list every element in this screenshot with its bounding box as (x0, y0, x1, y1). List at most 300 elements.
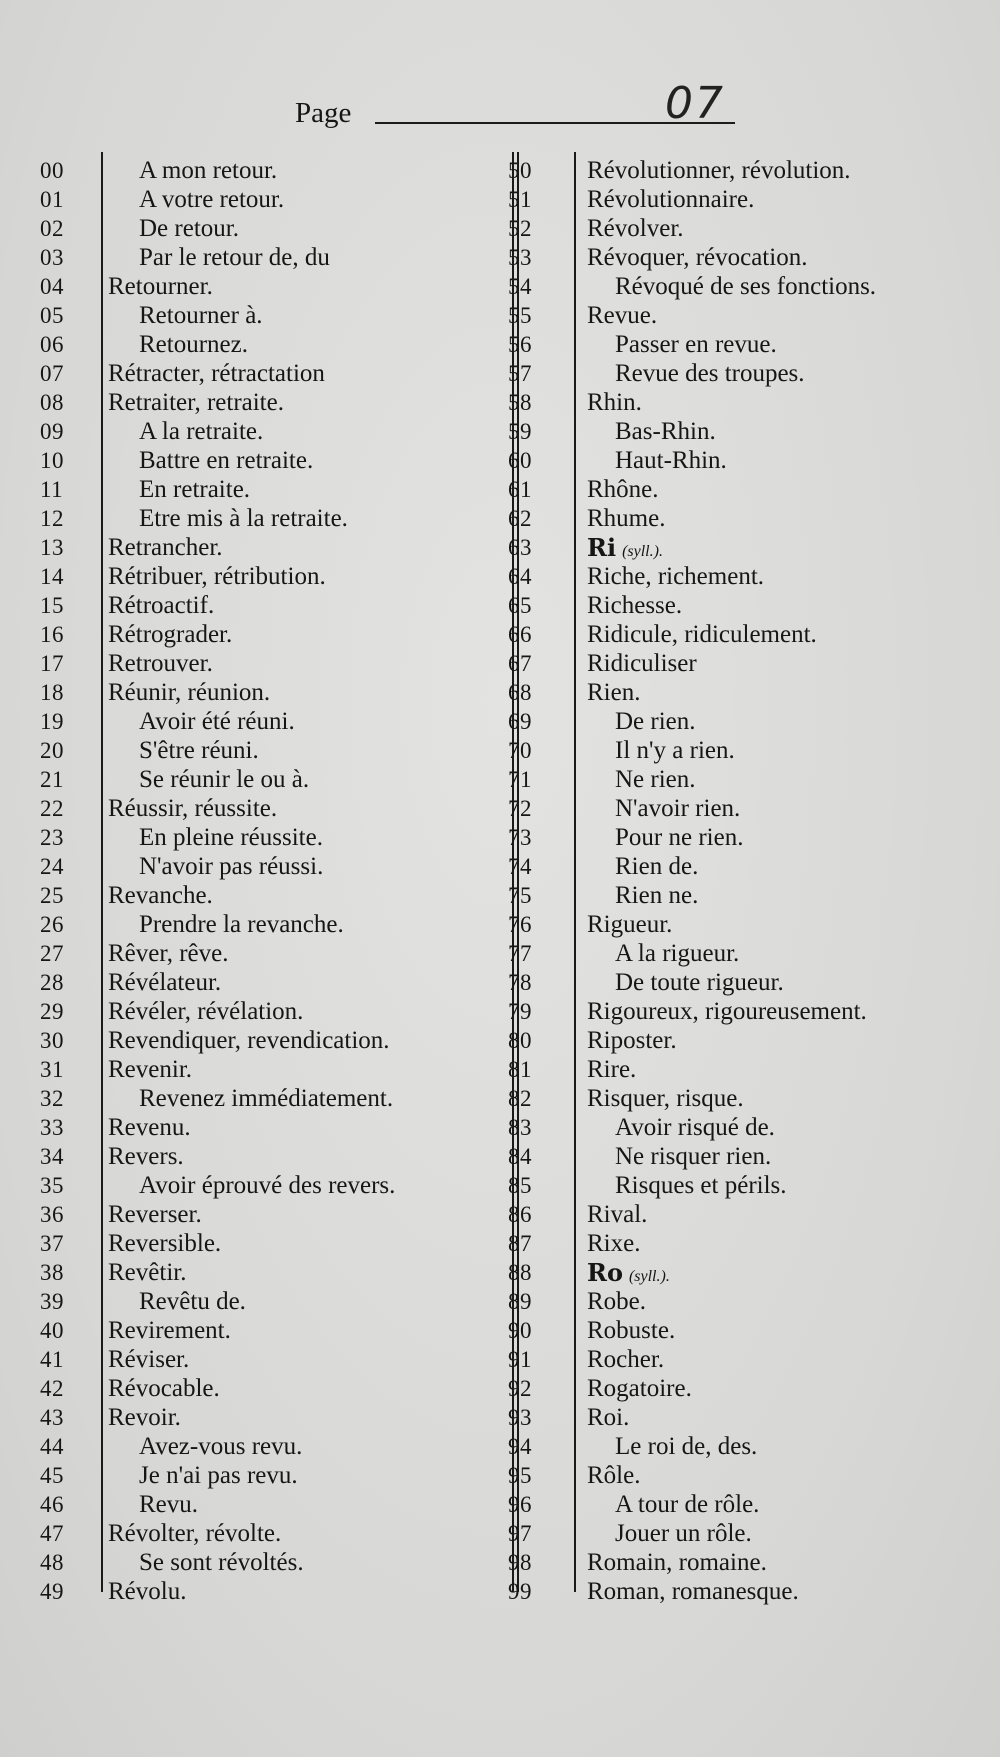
code-number: 08 (40, 390, 64, 415)
code-number: 39 (40, 1289, 64, 1314)
code-phrase (108, 1519, 281, 1548)
code-phrase (108, 1316, 231, 1345)
code-phrase (615, 1142, 771, 1171)
phrase-text: Revenez immédiatement. (139, 1085, 394, 1112)
code-entry (508, 475, 968, 504)
code-entry (40, 1084, 480, 1113)
code-entry (40, 881, 480, 910)
phrase-text: De rien. (615, 708, 696, 735)
phrase-text: Revendiquer, revendication. (108, 1027, 390, 1054)
code-entry (508, 1258, 968, 1287)
phrase-text: Rien de. (615, 853, 699, 880)
code-phrase (587, 1461, 640, 1490)
code-entry (40, 533, 480, 562)
code-phrase (139, 475, 250, 504)
phrase-text: Etre mis à la retraite. (139, 505, 348, 532)
phrase-text: Rixe. (587, 1230, 641, 1257)
code-number: 20 (40, 738, 64, 763)
code-number: 44 (40, 1434, 64, 1459)
code-phrase (587, 475, 659, 504)
code-number: 09 (40, 419, 64, 444)
phrase-text: Réviser. (108, 1346, 190, 1373)
phrase-text: Réussir, réussite. (108, 795, 278, 822)
phrase-text: Rogatoire. (587, 1375, 692, 1402)
code-phrase (615, 330, 777, 359)
code-entry (508, 359, 968, 388)
code-number: 98 (508, 1550, 532, 1575)
code-entry (508, 1055, 968, 1084)
code-phrase (139, 707, 295, 736)
phrase-text: Révolver. (587, 215, 684, 242)
code-entry (40, 910, 480, 939)
phrase-text: Roman, romanesque. (587, 1578, 799, 1605)
phrase-text: Prendre la revanche. (139, 911, 344, 938)
phrase-text: Ne rien. (615, 766, 696, 793)
phrase-text: Haut-Rhin. (615, 447, 727, 474)
code-entry (508, 156, 968, 185)
code-entry (508, 1577, 968, 1606)
left-code-column (40, 156, 480, 1606)
code-phrase (615, 359, 805, 388)
phrase-text: Revirement. (108, 1317, 231, 1344)
code-phrase (108, 1055, 192, 1084)
code-phrase (139, 1490, 198, 1519)
code-number: 49 (40, 1579, 64, 1604)
phrase-text: Révocable. (108, 1375, 220, 1402)
phrase-text: N'avoir pas réussi. (139, 853, 324, 880)
phrase-text: Se réunir le ou à. (139, 766, 310, 793)
code-phrase (587, 591, 682, 620)
code-entry (40, 504, 480, 533)
code-number: 95 (508, 1463, 532, 1488)
code-entry (508, 1461, 968, 1490)
code-number: 85 (508, 1173, 532, 1198)
phrase-text: Riche, richement. (587, 563, 765, 590)
page-label: Page (295, 97, 352, 129)
code-phrase (108, 359, 325, 388)
code-entry (508, 417, 968, 446)
code-number: 51 (508, 187, 532, 212)
code-entry (40, 1548, 480, 1577)
phrase-text: Je n'ai pas revu. (139, 1462, 298, 1489)
phrase-text: Par le retour de, du (139, 244, 330, 271)
code-entry (508, 997, 968, 1026)
code-number: 12 (40, 506, 64, 531)
phrase-text: A mon retour. (139, 157, 278, 184)
phrase-text: Revu. (139, 1491, 199, 1518)
code-phrase (615, 852, 698, 881)
code-number: 99 (508, 1579, 532, 1604)
right-code-list (508, 156, 968, 1606)
code-entry (40, 1229, 480, 1258)
phrase-text: Revêtir. (108, 1259, 187, 1286)
code-phrase (139, 736, 259, 765)
code-phrase (615, 1432, 757, 1461)
code-phrase (587, 388, 642, 417)
code-number: 26 (40, 912, 64, 937)
code-number: 22 (40, 796, 64, 821)
phrase-text: De retour. (139, 215, 239, 242)
code-entry (40, 823, 480, 852)
code-phrase (108, 794, 277, 823)
code-phrase (139, 1461, 298, 1490)
phrase-text: Rétroactif. (108, 592, 215, 619)
phrase-text: Avoir risqué de. (615, 1114, 775, 1141)
syllable-note: (syll.). (628, 1268, 670, 1285)
phrase-text: De toute rigueur. (615, 969, 784, 996)
code-phrase (108, 1229, 221, 1258)
code-number: 54 (508, 274, 532, 299)
code-phrase (587, 1200, 647, 1229)
code-entry (40, 1142, 480, 1171)
phrase-text: Robe. (587, 1288, 647, 1315)
code-entry (508, 562, 968, 591)
code-number: 05 (40, 303, 64, 328)
phrase-text: Jouer un rôle. (615, 1520, 752, 1547)
code-phrase (587, 214, 684, 243)
code-entry (508, 823, 968, 852)
code-entry (40, 736, 480, 765)
left-code-list (40, 156, 480, 1606)
code-phrase (587, 1403, 629, 1432)
code-entry (40, 1403, 480, 1432)
code-number: 92 (508, 1376, 532, 1401)
code-number: 70 (508, 738, 532, 763)
code-number: 18 (40, 680, 64, 705)
code-entry (508, 910, 968, 939)
code-entry (508, 881, 968, 910)
phrase-text: Revue des troupes. (615, 360, 805, 387)
code-phrase (587, 504, 665, 533)
code-entry (508, 678, 968, 707)
code-phrase (108, 620, 232, 649)
phrase-text: Revanche. (108, 882, 213, 909)
code-number: 68 (508, 680, 532, 705)
code-number: 41 (40, 1347, 64, 1372)
code-phrase (139, 1548, 304, 1577)
phrase-text: Revue. (587, 302, 658, 329)
code-number: 03 (40, 245, 64, 270)
code-phrase (587, 185, 754, 214)
code-entry (40, 562, 480, 591)
code-entry (508, 794, 968, 823)
phrase-text: Révolutionner, révolution. (587, 157, 851, 184)
code-number: 69 (508, 709, 532, 734)
code-phrase (139, 214, 239, 243)
code-number: 96 (508, 1492, 532, 1517)
code-entry (40, 214, 480, 243)
code-phrase (615, 1519, 752, 1548)
code-number: 37 (40, 1231, 64, 1256)
code-entry (508, 388, 968, 417)
phrase-text: Retournez. (139, 331, 248, 358)
code-phrase (108, 1113, 191, 1142)
code-entry (508, 1229, 968, 1258)
code-number: 61 (508, 477, 532, 502)
code-phrase (587, 620, 817, 649)
code-entry (508, 272, 968, 301)
code-phrase (108, 1345, 189, 1374)
code-entry (508, 185, 968, 214)
code-number: 31 (40, 1057, 64, 1082)
code-phrase (587, 1055, 636, 1084)
code-entry (40, 1287, 480, 1316)
phrase-text: A tour de rôle. (615, 1491, 760, 1518)
phrase-text: Révoqué de ses fonctions. (615, 273, 877, 300)
code-number: 88 (508, 1260, 532, 1285)
code-entry (508, 1084, 968, 1113)
code-entry (40, 272, 480, 301)
code-phrase (139, 417, 263, 446)
code-entry (40, 388, 480, 417)
code-phrase (139, 765, 309, 794)
phrase-text: Rien ne. (615, 882, 699, 909)
code-number: 15 (40, 593, 64, 618)
phrase-text: Rhône. (587, 476, 659, 503)
phrase-text: Rien. (587, 679, 641, 706)
code-number: 91 (508, 1347, 532, 1372)
handwritten-page-number: 07 (665, 78, 725, 129)
code-phrase (139, 504, 348, 533)
phrase-text: Revoir. (108, 1404, 181, 1431)
code-entry (40, 1519, 480, 1548)
code-phrase (615, 736, 735, 765)
code-number: 75 (508, 883, 532, 908)
code-number: 47 (40, 1521, 64, 1546)
code-entry (508, 243, 968, 272)
phrase-text: Retrancher. (108, 534, 223, 561)
code-phrase (108, 968, 221, 997)
code-number: 63 (508, 535, 532, 560)
phrase-text: Révoquer, révocation. (587, 244, 808, 271)
code-phrase (615, 1113, 775, 1142)
phrase-text: Richesse. (587, 592, 683, 619)
right-code-column (508, 156, 968, 1606)
code-phrase (587, 1084, 744, 1113)
code-number: 56 (508, 332, 532, 357)
code-number: 16 (40, 622, 64, 647)
phrase-text: Avez-vous revu. (139, 1433, 303, 1460)
phrase-text: Ne risquer rien. (615, 1143, 772, 1170)
code-number: 23 (40, 825, 64, 850)
code-entry (508, 1345, 968, 1374)
code-phrase (108, 591, 214, 620)
page-header (295, 78, 765, 135)
phrase-text: Rhume. (587, 505, 666, 532)
code-number: 97 (508, 1521, 532, 1546)
code-number: 83 (508, 1115, 532, 1140)
code-entry (40, 330, 480, 359)
code-entry (40, 475, 480, 504)
code-number: 65 (508, 593, 532, 618)
code-number: 72 (508, 796, 532, 821)
code-number: 07 (40, 361, 64, 386)
phrase-text: Révolutionnaire. (587, 186, 755, 213)
code-phrase (139, 446, 313, 475)
code-number: 62 (508, 506, 532, 531)
code-phrase (108, 533, 223, 562)
code-entry (40, 1577, 480, 1606)
code-phrase (108, 272, 213, 301)
code-number: 66 (508, 622, 532, 647)
phrase-text: En pleine réussite. (139, 824, 323, 851)
code-number: 40 (40, 1318, 64, 1343)
code-entry (508, 1403, 968, 1432)
code-number: 34 (40, 1144, 64, 1169)
phrase-text: Bas-Rhin. (615, 418, 716, 445)
code-entry (40, 794, 480, 823)
code-entry (508, 1316, 968, 1345)
code-phrase (108, 939, 228, 968)
code-phrase (587, 301, 657, 330)
code-phrase (139, 852, 323, 881)
code-entry (40, 185, 480, 214)
phrase-text: Rétrograder. (108, 621, 233, 648)
code-number: 80 (508, 1028, 532, 1053)
code-number: 28 (40, 970, 64, 995)
code-entry (508, 852, 968, 881)
code-number: 50 (508, 158, 532, 183)
code-phrase (587, 243, 807, 272)
code-number: 32 (40, 1086, 64, 1111)
code-entry (40, 1171, 480, 1200)
phrase-text: Risques et périls. (615, 1172, 787, 1199)
code-phrase (615, 417, 716, 446)
code-entry (508, 330, 968, 359)
code-phrase (139, 301, 263, 330)
code-phrase (139, 1287, 246, 1316)
code-phrase (615, 823, 743, 852)
phrase-text: Reverser. (108, 1201, 202, 1228)
code-number: 24 (40, 854, 64, 879)
code-entry (40, 1345, 480, 1374)
code-phrase (587, 649, 697, 678)
code-phrase (587, 1374, 692, 1403)
phrase-text: Pour ne rien. (615, 824, 744, 851)
code-number: 01 (40, 187, 64, 212)
phrase-text: Avoir éprouvé des revers. (139, 1172, 396, 1199)
code-phrase (615, 1490, 759, 1519)
code-number: 42 (40, 1376, 64, 1401)
code-phrase (615, 272, 876, 301)
code-number: 30 (40, 1028, 64, 1053)
code-phrase (615, 968, 784, 997)
code-entry (40, 446, 480, 475)
code-phrase (139, 243, 330, 272)
phrase-text: Ridicule, ridiculement. (587, 621, 817, 648)
code-phrase (615, 446, 727, 475)
code-number: 04 (40, 274, 64, 299)
code-phrase (108, 1200, 202, 1229)
code-number: 19 (40, 709, 64, 734)
code-entry (508, 214, 968, 243)
code-number: 86 (508, 1202, 532, 1227)
code-number: 58 (508, 390, 532, 415)
code-entry (40, 1490, 480, 1519)
code-phrase (108, 1577, 186, 1606)
code-phrase (139, 156, 277, 185)
code-entry (508, 1548, 968, 1577)
phrase-text: Rétribuer, rétribution. (108, 563, 326, 590)
code-entry (508, 939, 968, 968)
phrase-text: Reversible. (108, 1230, 222, 1257)
phrase-text: S'être réuni. (139, 737, 259, 764)
code-phrase (139, 1171, 395, 1200)
code-number: 79 (508, 999, 532, 1024)
phrase-text: Révélateur. (108, 969, 222, 996)
code-entry (508, 591, 968, 620)
code-entry (40, 1200, 480, 1229)
phrase-text: Rocher. (587, 1346, 665, 1373)
phrase-text: Le roi de, des. (615, 1433, 758, 1460)
code-entry (40, 1461, 480, 1490)
phrase-text: Retourner à. (139, 302, 263, 329)
code-entry (40, 997, 480, 1026)
code-number: 48 (40, 1550, 64, 1575)
code-entry (508, 1200, 968, 1229)
phrase-text: A la retraite. (139, 418, 264, 445)
code-phrase (108, 649, 213, 678)
phrase-text: Riposter. (587, 1027, 677, 1054)
code-entry (40, 156, 480, 185)
code-entry (508, 707, 968, 736)
code-entry (508, 1432, 968, 1461)
phrase-text: Retraiter, retraite. (108, 389, 284, 416)
phrase-text: Passer en revue. (615, 331, 777, 358)
code-number: 06 (40, 332, 64, 357)
code-number: 89 (508, 1289, 532, 1314)
code-entry (508, 301, 968, 330)
code-phrase (615, 765, 696, 794)
phrase-text: Romain, romaine. (587, 1549, 767, 1576)
phrase-text: Battre en retraite. (139, 447, 314, 474)
code-number: 57 (508, 361, 532, 386)
phrase-text: Rétracter, rétractation (108, 360, 325, 387)
code-phrase (587, 910, 672, 939)
code-phrase (587, 1229, 640, 1258)
code-phrase (587, 1287, 646, 1316)
code-entry (40, 1113, 480, 1142)
code-entry (508, 1490, 968, 1519)
code-number: 67 (508, 651, 532, 676)
code-entry (508, 1374, 968, 1403)
code-phrase (108, 1258, 186, 1287)
code-phrase (587, 156, 851, 185)
code-entry (508, 1519, 968, 1548)
code-number: 90 (508, 1318, 532, 1343)
code-phrase (615, 794, 740, 823)
code-phrase (139, 185, 284, 214)
code-entry (40, 1316, 480, 1345)
code-phrase (615, 939, 739, 968)
code-phrase (587, 1316, 675, 1345)
code-entry (40, 301, 480, 330)
code-phrase (615, 707, 696, 736)
code-number: 73 (508, 825, 532, 850)
code-phrase (587, 1026, 677, 1055)
phrase-text: Retourner. (108, 273, 213, 300)
code-number: 35 (40, 1173, 64, 1198)
code-number: 60 (508, 448, 532, 473)
phrase-text: Rêver, rêve. (108, 940, 229, 967)
code-phrase (587, 1577, 799, 1606)
code-number: 59 (508, 419, 532, 444)
code-number: 21 (40, 767, 64, 792)
code-phrase (139, 1084, 393, 1113)
code-entry (40, 1055, 480, 1084)
code-phrase (587, 1345, 664, 1374)
code-entry (508, 446, 968, 475)
